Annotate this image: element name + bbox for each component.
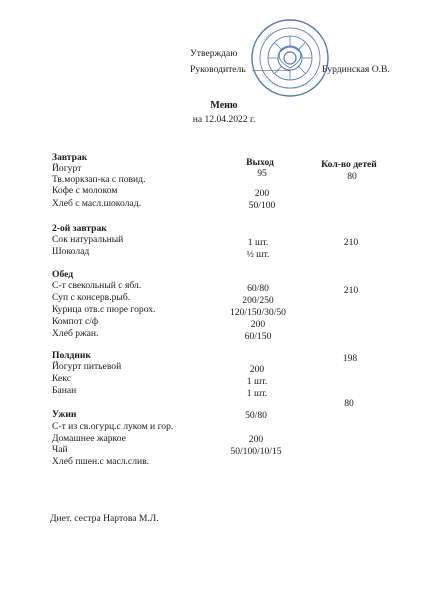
item-output: 200/250 (242, 295, 274, 306)
children-count: 210 (343, 237, 359, 248)
item-output: 200 (254, 188, 270, 199)
menu-item: Банан (52, 385, 77, 396)
signature-dietitian: Диет. сестра Нартова М.Л. (50, 513, 159, 524)
signature-line: ________ (252, 62, 291, 73)
item-output: 200 (248, 434, 264, 445)
children-count: 210 (343, 285, 359, 296)
item-output: 60/80 (247, 283, 269, 294)
menu-item: Йогурт питьевой (52, 361, 122, 372)
column-header-output: Выход (246, 157, 274, 168)
menu-item: Хлеб с масл.шоколад. (52, 198, 141, 209)
item-output: 120/150/30/50 (230, 307, 286, 318)
menu-item: Домашнее жаркое (52, 433, 126, 444)
section-heading: 2-ой завтрак (52, 223, 107, 234)
item-output: 200 (249, 364, 265, 375)
item-output: 50/100/10/15 (230, 446, 282, 457)
item-output: 50/80 (245, 410, 267, 421)
item-output: 1 шт. (246, 388, 268, 399)
menu-item: Хлеб пшен.с масл.слив. (52, 456, 150, 467)
column-header-children: Кол-во детей (321, 159, 377, 170)
menu-item: Йогурт (52, 163, 82, 174)
menu-item: Курица отв.с пюре горох. (52, 304, 156, 315)
approval-label: Утверждаю (190, 48, 238, 59)
section-heading: Обед (52, 269, 74, 280)
menu-item: С-т из св.огурц.с луком и гор. (52, 421, 174, 432)
item-output: 60/150 (244, 331, 272, 342)
menu-item: Сок натуральный (52, 234, 124, 245)
menu-item: Шоколад (52, 246, 90, 257)
menu-item: Чай (52, 444, 68, 455)
item-output: 1 шт. (247, 237, 269, 248)
menu-item: С-т свекольный с ябл. (52, 280, 142, 291)
section-heading: Ужин (52, 409, 77, 420)
approver-role: Руководитель (190, 64, 246, 75)
menu-item: Кекс (52, 373, 71, 384)
item-output: 50/100 (248, 200, 276, 211)
children-count: 80 (344, 398, 354, 409)
item-output: ½ шт. (246, 249, 270, 260)
seal-stamp (250, 18, 330, 98)
menu-item: Кофе с молоком (52, 185, 118, 196)
menu-item: Хлеб ржан. (52, 328, 99, 339)
menu-item: Компот с/ф (52, 316, 99, 327)
children-count: 80 (347, 171, 357, 182)
children-count: 198 (342, 353, 358, 364)
menu-title: Меню (210, 100, 238, 111)
section-heading: Полдник (52, 350, 91, 361)
item-output: 200 (250, 319, 266, 330)
menu-item: Тв.моркзап-ка с повид. (52, 174, 146, 185)
menu-date: на 12.04.2022 г. (192, 114, 256, 125)
section-heading: Завтрак (52, 152, 88, 163)
menu-item: Суп с консерв.рыб. (52, 292, 131, 303)
item-output: 95 (257, 168, 267, 179)
approver-name: Бурдинская О.В. (322, 64, 390, 75)
item-output: 1 шт. (246, 376, 268, 387)
